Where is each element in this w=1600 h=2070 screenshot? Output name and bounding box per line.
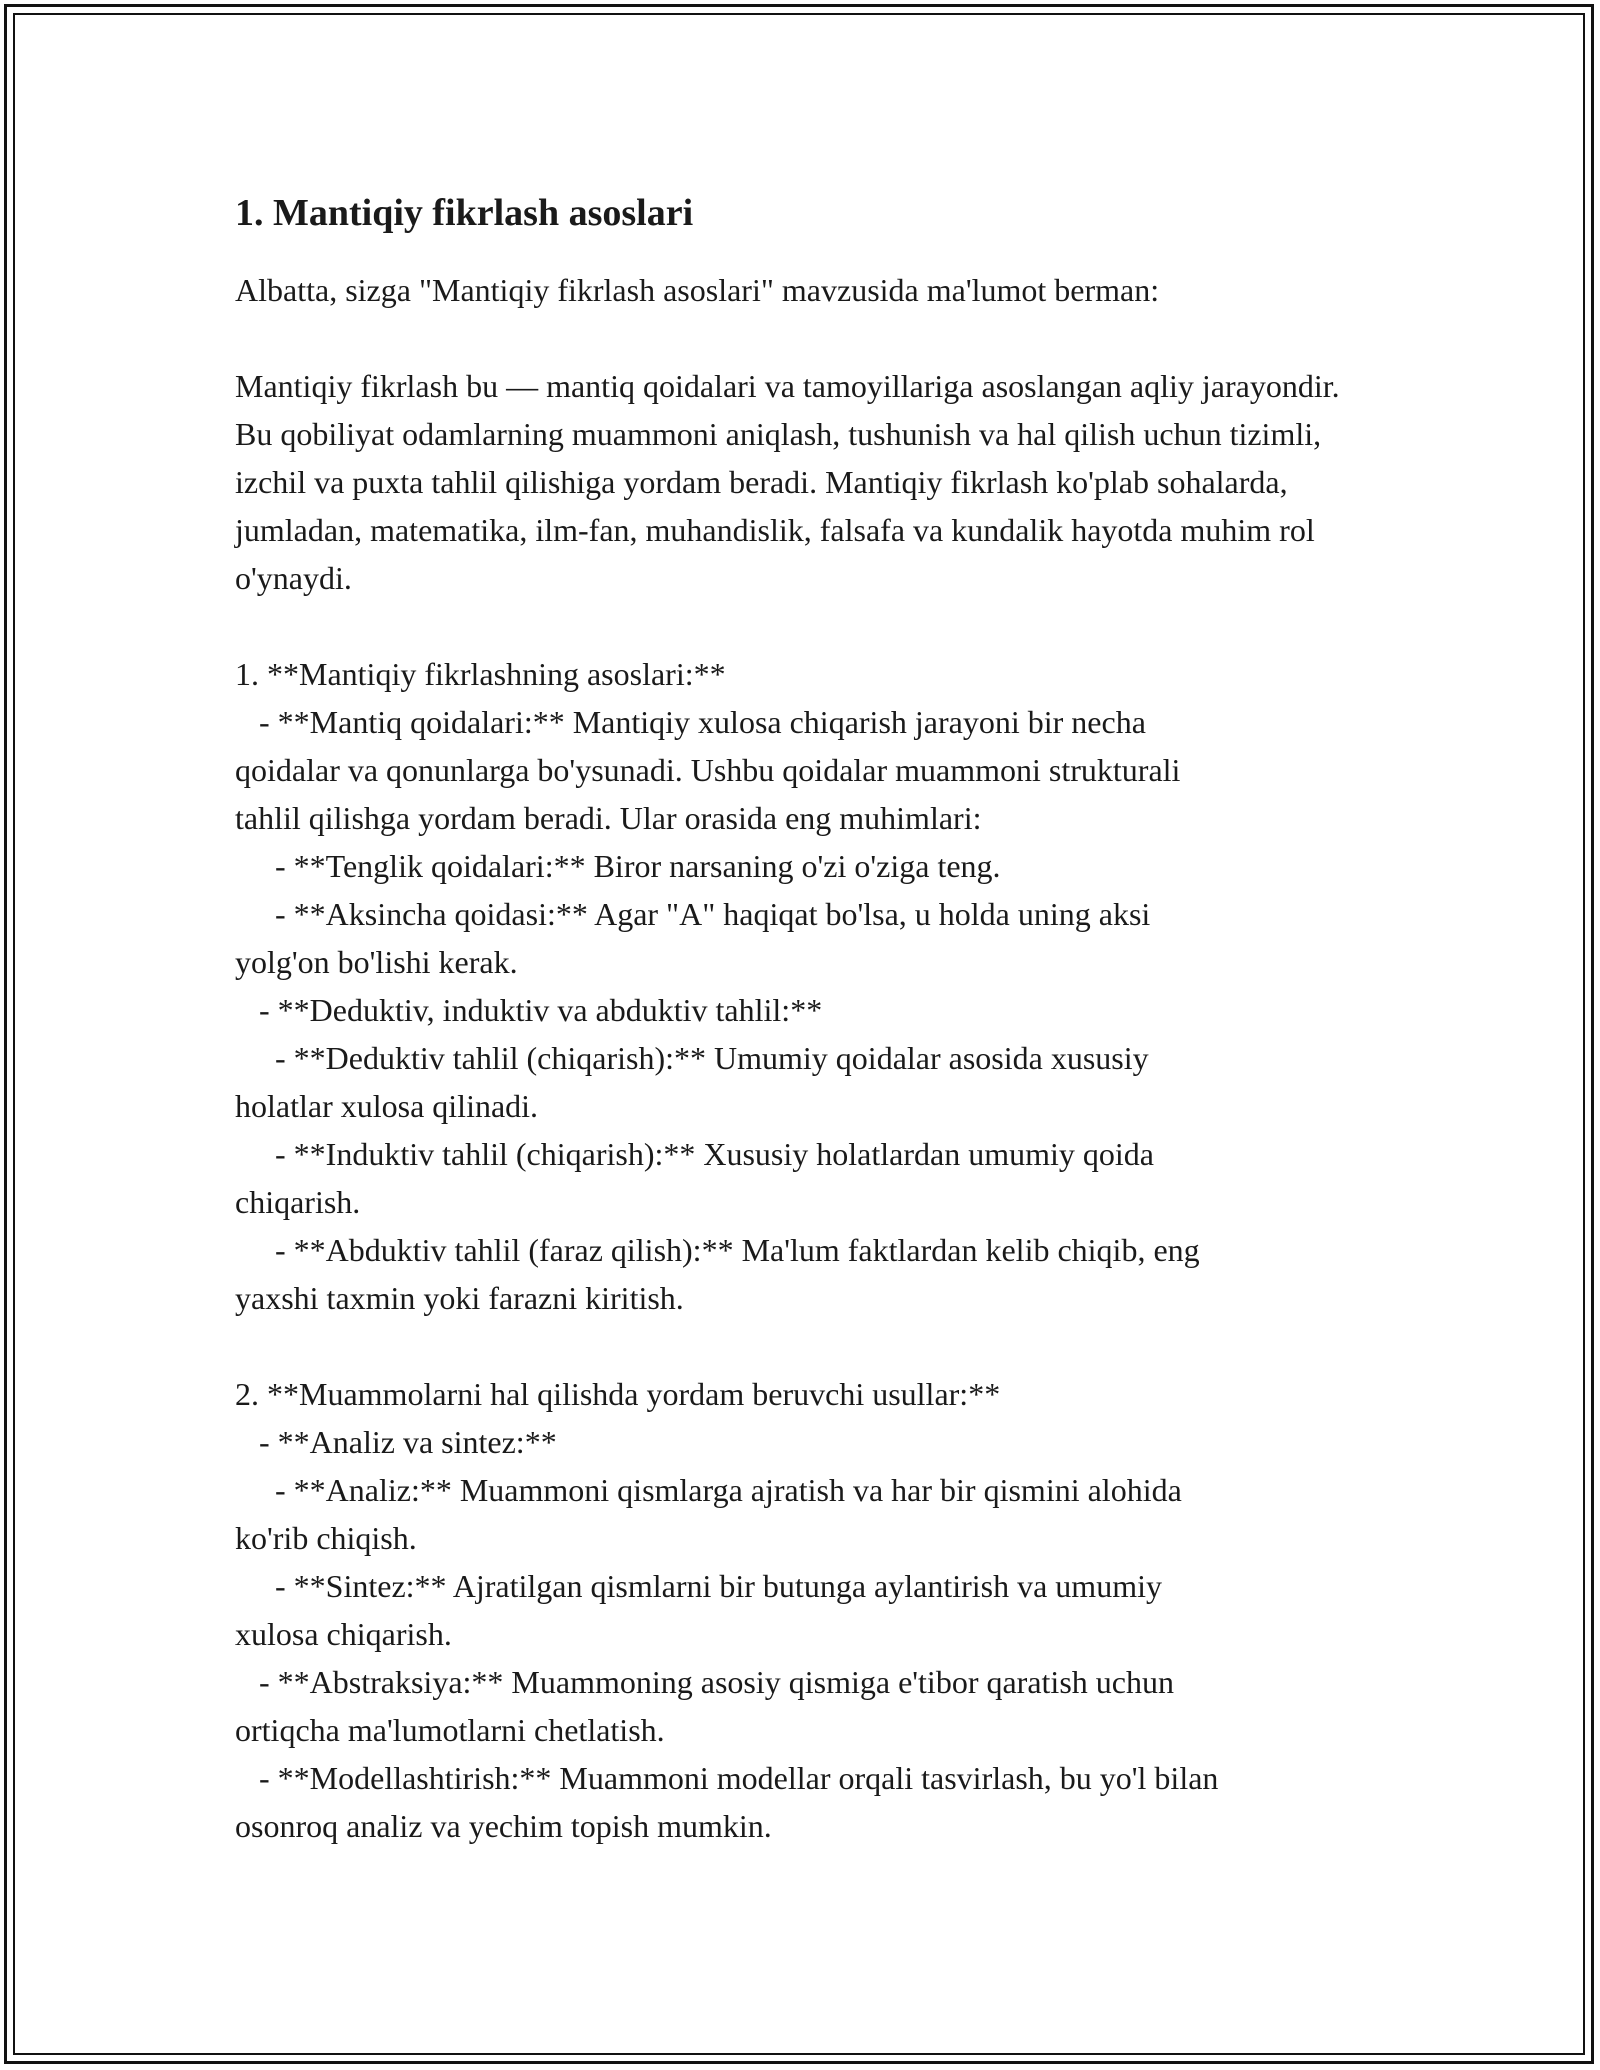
- section-2-line: ko'rib chiqish.: [235, 1520, 417, 1556]
- section-2-line: - **Modellashtirish:** Muammoni modellar orqali tasvirlash, bu yo'l bilan: [235, 1760, 1219, 1796]
- section-2-line: ortiqcha ma'lumotlarni chetlatish.: [235, 1712, 665, 1748]
- document-body: [235, 190, 1375, 1850]
- section-2-line: osonroq analiz va yechim topish mumkin.: [235, 1808, 772, 1844]
- section-1-line: yolg'on bo'lishi kerak.: [235, 944, 518, 980]
- section-1-line: - **Deduktiv tahlil (chiqarish):** Umumiy qoidalar asosida xususiy: [235, 1040, 1149, 1076]
- intro-line: Albatta, sizga "Mantiqiy fikrlash asoslari" mavzusida ma'lumot berman:: [235, 272, 1160, 308]
- section-1-line: holatlar xulosa qilinadi.: [235, 1088, 539, 1124]
- section-2-line: - **Analiz va sintez:**: [235, 1424, 557, 1460]
- section-2-line: - **Sintez:** Ajratilgan qismlarni bir butunga aylantirish va umumiy: [235, 1568, 1162, 1604]
- section-1-line: - **Deduktiv, induktiv va abduktiv tahlil:**: [235, 992, 823, 1028]
- section-1-line: tahlil qilishga yordam beradi. Ular orasida eng muhimlari:: [235, 800, 982, 836]
- section-1-line: 1. **Mantiqiy fikrlashning asoslari:**: [235, 656, 726, 692]
- section-2-line: - **Abstraksiya:** Muammoning asosiy qismiga e'tibor qaratish uchun: [235, 1664, 1174, 1700]
- section-1: [235, 650, 1375, 1322]
- section-1-line: - **Mantiq qoidalari:** Mantiqiy xulosa chiqarish jarayoni bir necha: [235, 704, 1146, 740]
- section-2: [235, 1370, 1375, 1850]
- definition-paragraph: Mantiqiy fikrlash bu — mantiq qoidalari va tamoyillariga asoslangan aqliy jarayondir. Bu qobiliyat odamlarning muammoni aniqlash, tushunish va hal qilish uchun tizimli, izchil va puxta tahlil qilishiga yordam beradi. Mantiqiy fikrlash ko'plab sohalarda, jumladan, matematika, ilm-fan, muhandislik, falsafa va kundalik hayotda muhim rol o'ynaydi.: [235, 368, 1348, 596]
- section-2-line: xulosa chiqarish.: [235, 1616, 452, 1652]
- section-2-line: 2. **Muammolarni hal qilishda yordam beruvchi usullar:**: [235, 1376, 1001, 1412]
- section-1-line: chiqarish.: [235, 1184, 361, 1220]
- section-1-line: - **Abduktiv tahlil (faraz qilish):** Ma'lum faktlardan kelib chiqib, eng: [235, 1232, 1200, 1268]
- section-1-line: - **Tenglik qoidalari:** Biror narsaning o'zi o'ziga teng.: [235, 848, 1001, 884]
- section-1-line: yaxshi taxmin yoki farazni kiritish.: [235, 1280, 684, 1316]
- section-1-line: - **Aksincha qoidasi:** Agar "A" haqiqat bo'lsa, u holda uning aksi: [235, 896, 1151, 932]
- document-title: 1. Mantiqiy fikrlash asoslari: [235, 192, 694, 234]
- section-2-line: - **Analiz:** Muammoni qismlarga ajratish va har bir qismini alohida: [235, 1472, 1182, 1508]
- section-1-line: - **Induktiv tahlil (chiqarish):** Xususiy holatlardan umumiy qoida: [235, 1136, 1154, 1172]
- section-1-line: qoidalar va qonunlarga bo'ysunadi. Ushbu qoidalar muammoni strukturali: [235, 752, 1181, 788]
